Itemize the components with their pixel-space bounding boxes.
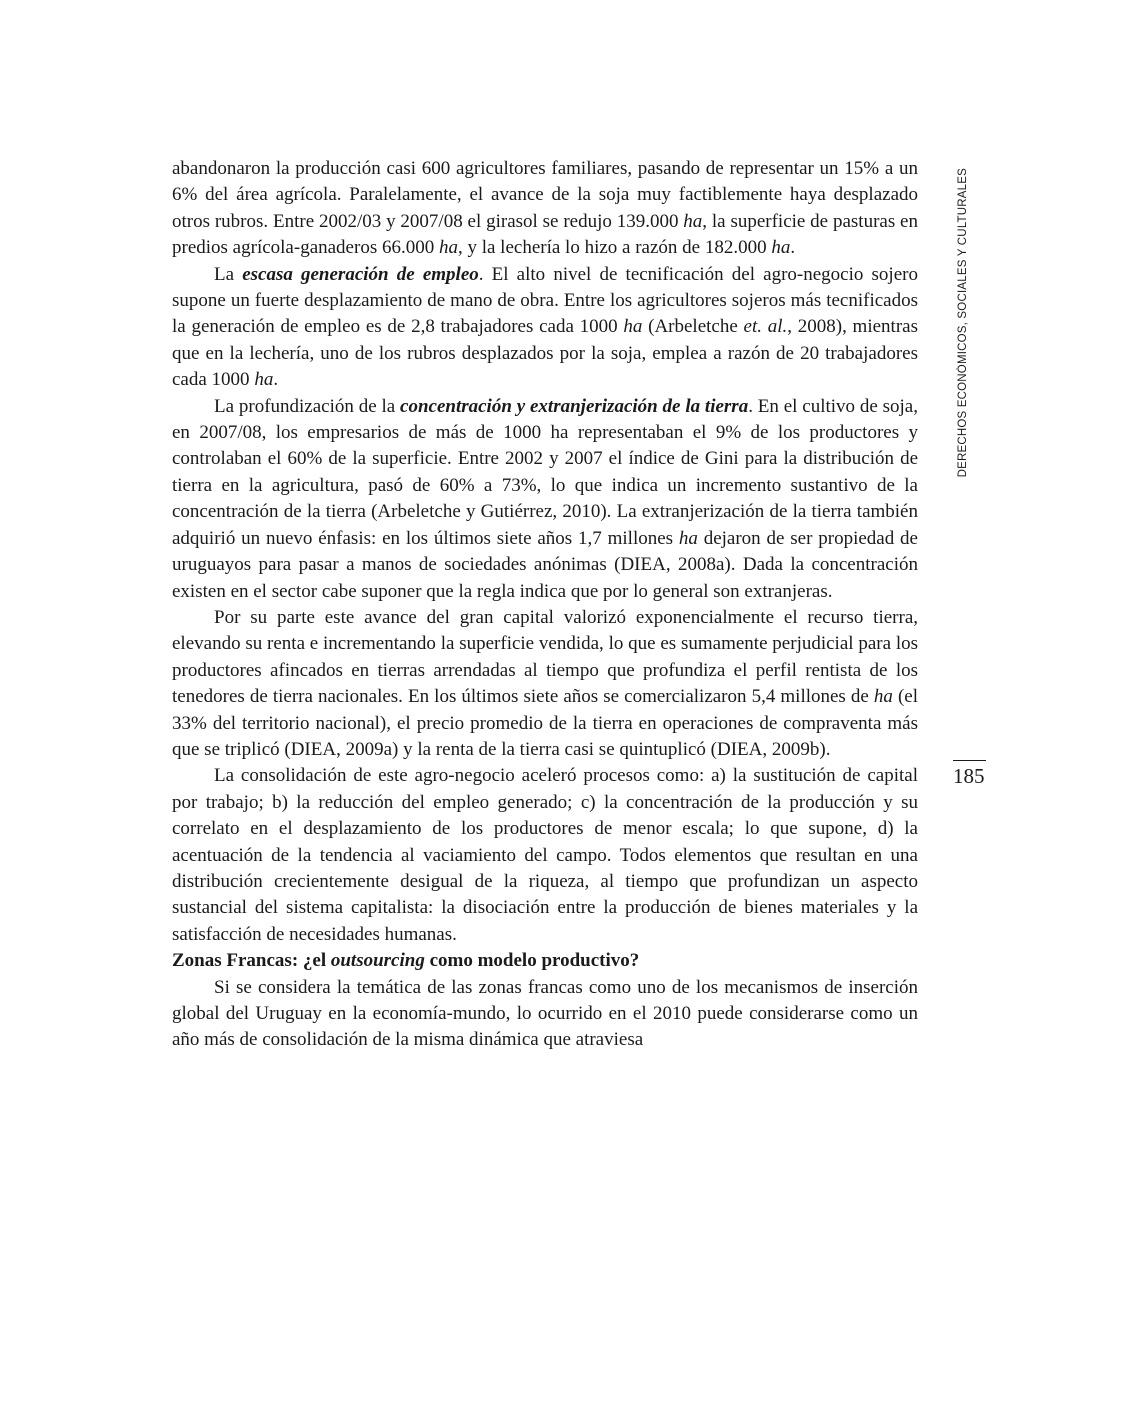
text-run: (el 33% del territorio nacional), el precio promedio de la tierra en operaciones de compraventa más que se triplicó (DIEA, 2009a) y la renta de la tierra casi se quintuplicó (DIEA, 2009b). bbox=[172, 686, 918, 760]
paragraph-4 bbox=[172, 605, 918, 763]
unit-ha: ha bbox=[771, 237, 791, 259]
text-run: La profundización de la bbox=[214, 395, 401, 417]
text-run: . El alto nivel de tecnificación del agro-negocio sojero supone un fuerte desplazamiento de mano de obra. Entre los agricultores sojeros más tecnificados la generación de empleo es de 2,8 trabajadores cada 1000 bbox=[172, 263, 918, 338]
running-header bbox=[950, 156, 976, 490]
unit-ha: ha bbox=[683, 210, 703, 232]
paragraph-5: La consolidación de este agro-negocio aceleró procesos como: a) la sustitución de capital por trabajo; b) la reducción del empleo generado; c) la concentración de la producción y su correlato en el desplazamiento de los productores de menor escala; lo que supone, d) la acentuación de la tendencia al vaciamiento del campo. Todos elementos que resultan en una distribución crecientemente desigual de la riqueza, al tiempo que profundizan un aspecto sustancial del sistema capitalista: la disociación entre la producción de bienes materiales y la satisfacción de necesidades humanas. bbox=[172, 765, 918, 945]
unit-ha: ha bbox=[254, 369, 274, 391]
page-number: 185 bbox=[953, 764, 985, 788]
text-run: abandonaron la producción casi 600 agricultores familiares, pasando de representar un 15% a un 6% del área agrícola. Paralelamente, el avance de la soja muy factiblemente haya desplazado otros rubros. Entre 2002/03 y 2007/08 el girasol se redujo 139.000 bbox=[172, 158, 918, 232]
citation-et-al: et. al. bbox=[743, 316, 788, 338]
emphasis: concentración y extranjerización de la tierra bbox=[400, 395, 749, 417]
section-heading bbox=[172, 948, 918, 974]
paragraph-3 bbox=[172, 394, 918, 605]
text-run: . bbox=[790, 237, 796, 259]
heading-italic: outsourcing bbox=[330, 950, 425, 972]
paragraph-1 bbox=[172, 156, 918, 262]
page-number-rule bbox=[953, 760, 986, 761]
text-run: dejaron de ser propiedad de uruguayos para pasar a manos de sociedades anónimas (DIEA, 2008a). Dada la concentración existen en el sector cabe suponer que la regla indica que por lo general son extranjeras. bbox=[172, 527, 918, 602]
text-run: , la superficie de pasturas en predios agrícola-ganaderos 66.000 bbox=[172, 210, 918, 259]
paragraph-6: Si se considera la temática de las zonas francas como uno de los mecanismos de inserción global del Uruguay en la economía-mundo, lo ocurrido en el 2010 puede considerarse como un año más de consolidación de la misma dinámica que atraviesa bbox=[172, 976, 918, 1051]
body-text bbox=[172, 156, 918, 1054]
text-run: , y la lechería lo hizo a razón de 182.000 bbox=[457, 237, 772, 259]
unit-ha: ha bbox=[873, 686, 893, 708]
text-run: . bbox=[273, 369, 279, 391]
unit-ha: ha bbox=[623, 316, 643, 338]
running-header-text: DERECHOS ECONÓMICOS, SOCIALES Y CULTURALES bbox=[957, 168, 969, 478]
text-run: La bbox=[214, 263, 243, 285]
text-run: (Arbeletche bbox=[642, 316, 744, 338]
text-run: Por su parte este avance del gran capital valorizó exponencialmente el recurso tierra, elevando su renta e incrementando la superficie vendida, lo que es sumamente perjudicial para los productores afincados en tierras arrendadas al tiempo que profundiza el perfil rentista de los tenedores de tierra nacionales. En los últimos siete años se comercializaron 5,4 millones de bbox=[172, 606, 918, 708]
heading-text: como modelo productivo? bbox=[424, 950, 640, 972]
heading-text: Zonas Francas: ¿el bbox=[172, 950, 331, 972]
text-run: , 2008), mientras que en la lechería, uno de los rubros desplazados por la soja, emplea a razón de 20 trabajadores cada 1000 bbox=[172, 316, 918, 391]
emphasis: escasa generación de empleo bbox=[242, 263, 479, 285]
unit-ha: ha bbox=[438, 237, 458, 259]
unit-ha: ha bbox=[678, 527, 698, 549]
text-run: . En el cultivo de soja, en 2007/08, los empresarios de más de 1000 ha representaban el 9% de los productores y controlaban el 60% de la superficie. Entre 2002 y 2007 el índice de Gini para la distribución de tierra en la agricultura, pasó de 60% a 73%, lo que indica un incremento sustantivo de la concentración de la tierra (Arbeletche y Gutiérrez, 2010). La extranjerización de la tierra también adquirió un nuevo énfasis: en los últimos siete años 1,7 millones bbox=[172, 395, 918, 549]
paragraph-2 bbox=[172, 262, 918, 394]
